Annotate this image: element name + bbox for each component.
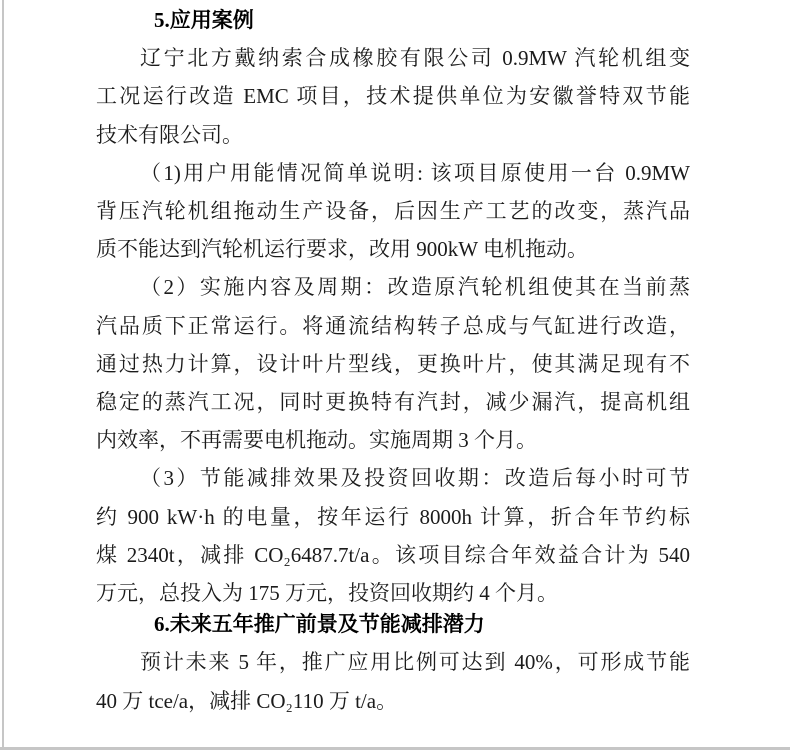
paragraph-line: （1)用户用能情况简单说明: 该项目原使用一台 0.9MW — [140, 160, 690, 185]
paragraph-line: 约 900 kW·h 的电量，按年运行 8000h 计算，折合年节约标 — [96, 504, 690, 529]
paragraph-line: 万元，总投入为 175 万元，投资回收期约 4 个月。 — [96, 581, 558, 606]
paragraph-line: 内效率，不再需要电机拖动。实施周期 3 个月。 — [96, 428, 537, 453]
paragraph-line: 煤 2340t，减排 CO₂6487.7t/a。该项目综合年效益合计为 540 — [96, 542, 690, 567]
paragraph-line: 工况运行改造 EMC 项目，技术提供单位为安徽誉特双节能 — [96, 84, 690, 109]
paragraph — [96, 268, 690, 459]
heading-line: 6.未来五年推广前景及节能减排潜力 — [154, 612, 485, 637]
paragraph-line: 稳定的蒸汽工况，同时更换特有汽封，减少漏汽，提高机组 — [96, 390, 690, 415]
paragraph-line: 背压汽轮机组拖动生产设备，后因生产工艺的改变，蒸汽品 — [96, 199, 690, 224]
paragraph-line: 40 万 tce/a，减排 CO₂110 万 t/a。 — [96, 688, 398, 713]
section-heading — [96, 1, 690, 39]
paragraph-line: 质不能达到汽轮机运行要求，改用 900kW 电机拖动。 — [96, 237, 588, 262]
paragraph-line: 技术有限公司。 — [96, 122, 243, 147]
page-left-border — [2, 0, 4, 747]
paragraph — [96, 459, 690, 612]
paragraph — [96, 643, 690, 719]
heading-line: 5.应用案例 — [154, 8, 254, 32]
paragraph — [96, 154, 690, 269]
paragraph-line: 通过热力计算，设计叶片型线，更换叶片，使其满足现有不 — [96, 351, 690, 376]
paragraph-line: 预计未来 5 年，推广应用比例可达到 40%，可形成节能 — [140, 650, 690, 675]
document-text — [96, 1, 690, 720]
section-heading — [96, 605, 690, 643]
paragraph-line: （3）节能减排效果及投资回收期：改造后每小时可节 — [140, 466, 690, 491]
paragraph — [96, 39, 690, 154]
paragraph-line: 辽宁北方戴纳索合成橡胶有限公司 0.9MW 汽轮机组变 — [140, 46, 690, 71]
paragraph-line: 汽品质下正常运行。将通流结构转子总成与气缸进行改造， — [96, 313, 690, 338]
paragraph-line: （2）实施内容及周期：改造原汽轮机组使其在当前蒸 — [140, 275, 690, 300]
